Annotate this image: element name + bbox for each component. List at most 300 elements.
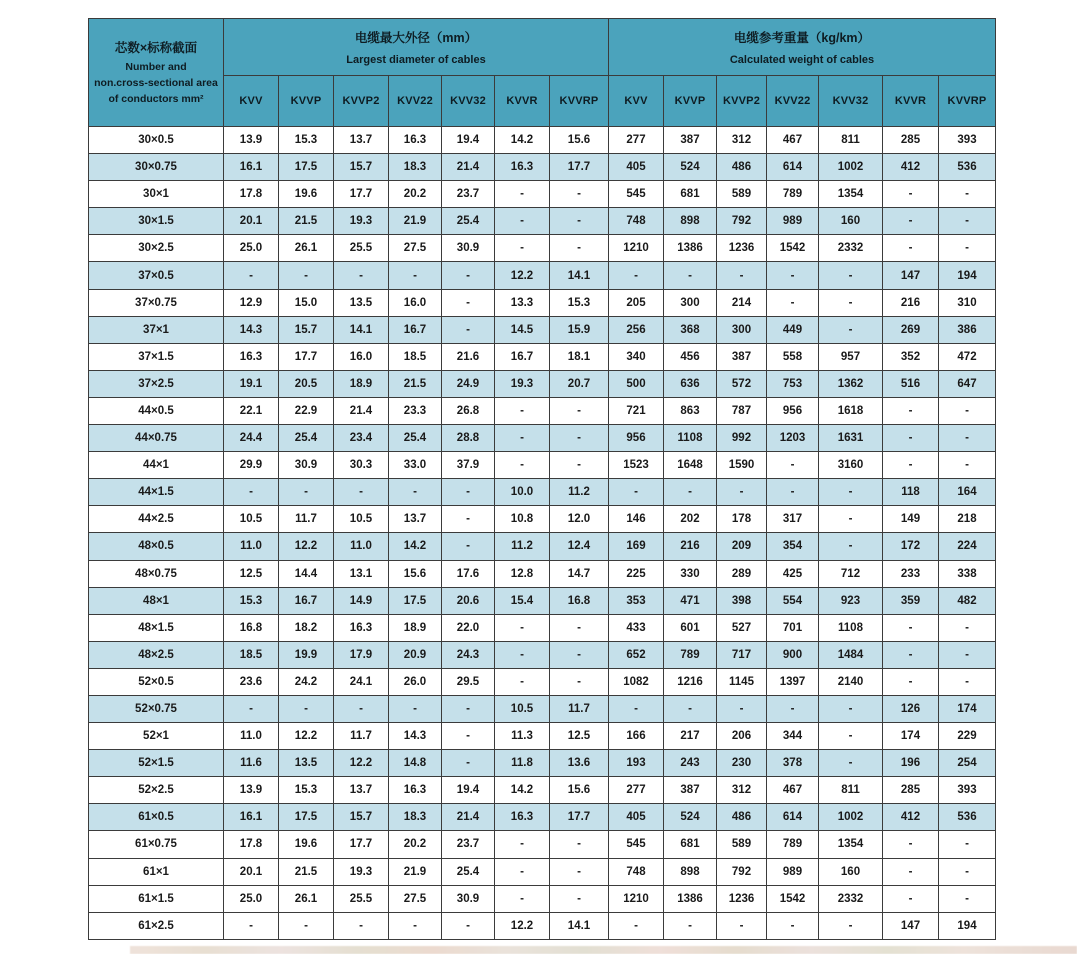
table-row [89,316,996,343]
table-cell: 24.3 [442,641,495,668]
table-cell: 681 [664,831,717,858]
table-cell: 500 [609,370,664,397]
diameter-col-kvvp2: KVVP2 [334,76,389,127]
table-cell: - [717,695,767,722]
table-cell: 17.7 [334,831,389,858]
table-cell: 516 [883,370,939,397]
table-cell: 393 [939,777,996,804]
table-cell: 1203 [767,425,819,452]
table-cell: 614 [767,154,819,181]
table-cell: 26.0 [389,668,442,695]
table-cell: 194 [939,912,996,939]
table-cell: 721 [609,397,664,424]
table-cell: 14.9 [334,587,389,614]
table-cell: 15.4 [495,587,550,614]
table-cell: - [819,723,883,750]
table-cell: - [939,858,996,885]
diameter-col-kvvrp: KVVRP [550,76,609,127]
table-cell: 21.5 [279,208,334,235]
row-label: 30×1 [89,181,224,208]
table-cell: 956 [609,425,664,452]
table-cell: 16.0 [389,289,442,316]
table-row [89,804,996,831]
table-cell: - [717,912,767,939]
table-row [89,181,996,208]
table-cell: 13.5 [279,750,334,777]
table-cell: 194 [939,262,996,289]
table-cell: - [767,452,819,479]
table-cell: 1236 [717,885,767,912]
conductor-header-zh: 芯数×标称截面 [114,40,198,55]
table-cell: 1354 [819,831,883,858]
table-cell: 16.7 [495,343,550,370]
table-cell: 19.9 [279,641,334,668]
table-cell: 1386 [664,885,717,912]
table-row [89,614,996,641]
row-label: 48×0.5 [89,533,224,560]
table-cell: - [442,316,495,343]
row-label: 37×2.5 [89,370,224,397]
table-cell: - [334,695,389,722]
table-cell: 11.7 [334,723,389,750]
table-cell: 160 [819,208,883,235]
table-cell: 202 [664,506,717,533]
row-label: 44×1.5 [89,479,224,506]
table-cell: 29.5 [442,668,495,695]
table-cell: - [609,262,664,289]
table-cell: 28.8 [442,425,495,452]
table-cell: - [819,750,883,777]
table-cell: 19.6 [279,181,334,208]
table-cell: 11.0 [224,723,279,750]
table-cell: - [550,885,609,912]
table-cell: 1484 [819,641,883,668]
table-cell: 12.5 [550,723,609,750]
diameter-col-kvvp: KVVP [279,76,334,127]
table-row [89,343,996,370]
table-cell: 1631 [819,425,883,452]
table-cell: 1082 [609,668,664,695]
table-cell: 174 [883,723,939,750]
table-cell: 368 [664,316,717,343]
table-cell: - [550,858,609,885]
table-cell: 701 [767,614,819,641]
table-cell: 12.2 [279,533,334,560]
table-cell: 16.0 [334,343,389,370]
diameter-group-title-zh: 电缆最大外径（mm） [354,31,478,45]
table-cell: - [442,289,495,316]
table-cell: 193 [609,750,664,777]
table-row [89,723,996,750]
table-cell: 471 [664,587,717,614]
table-cell: - [883,668,939,695]
table-cell: 25.0 [224,235,279,262]
table-cell: - [442,533,495,560]
weight-col-kvvr: KVVR [883,76,939,127]
table-cell: 13.3 [495,289,550,316]
table-cell: 196 [883,750,939,777]
table-cell: - [883,885,939,912]
column-key-row [89,76,996,127]
table-cell: - [389,262,442,289]
row-label: 30×0.5 [89,127,224,154]
table-cell: 1618 [819,397,883,424]
table-cell: 14.4 [279,560,334,587]
table-cell: 149 [883,506,939,533]
table-cell: 449 [767,316,819,343]
table-cell: 352 [883,343,939,370]
table-cell: 13.7 [389,506,442,533]
table-cell: 717 [717,641,767,668]
table-cell: 387 [717,343,767,370]
table-cell: 12.8 [495,560,550,587]
row-label: 30×1.5 [89,208,224,235]
table-cell: 206 [717,723,767,750]
table-cell: 25.4 [442,858,495,885]
conductor-header-en-line2: non.cross-sectional area [94,76,218,89]
table-cell: 387 [664,777,717,804]
table-cell: 425 [767,560,819,587]
table-cell: 1362 [819,370,883,397]
table-cell: 21.4 [442,804,495,831]
table-cell: 15.7 [334,804,389,831]
row-label: 37×0.75 [89,289,224,316]
table-cell: 486 [717,154,767,181]
table-cell: 15.3 [224,587,279,614]
diameter-col-kvv22: KVV22 [389,76,442,127]
table-cell: 647 [939,370,996,397]
table-cell: 256 [609,316,664,343]
table-cell: - [495,614,550,641]
table-cell: 748 [609,208,664,235]
table-cell: 340 [609,343,664,370]
table-cell: - [819,506,883,533]
table-cell: 589 [717,181,767,208]
table-cell: 172 [883,533,939,560]
table-cell: 989 [767,208,819,235]
table-cell: 216 [883,289,939,316]
table-cell: - [939,397,996,424]
table-cell: - [819,289,883,316]
row-label: 52×0.75 [89,695,224,722]
table-cell: 30.9 [442,235,495,262]
table-cell: 23.7 [442,831,495,858]
table-row [89,885,996,912]
table-cell: 989 [767,858,819,885]
table-cell: - [550,181,609,208]
table-cell: 17.7 [334,181,389,208]
table-cell: 21.5 [279,858,334,885]
row-label: 44×0.5 [89,397,224,424]
table-cell: 811 [819,127,883,154]
table-cell: 21.6 [442,343,495,370]
table-cell: 24.1 [334,668,389,695]
table-cell: - [717,262,767,289]
table-row [89,912,996,939]
diameter-group-title-en: Largest diameter of cables [346,54,486,66]
table-cell: 992 [717,425,767,452]
table-cell: - [939,452,996,479]
table-cell: 359 [883,587,939,614]
table-cell: - [883,235,939,262]
table-cell: - [224,912,279,939]
diameter-col-kvvr: KVVR [495,76,550,127]
table-cell: 205 [609,289,664,316]
table-cell: 1108 [819,614,883,641]
table-cell: - [609,912,664,939]
table-cell: - [495,641,550,668]
table-cell: 17.5 [279,154,334,181]
table-cell: 12.5 [224,560,279,587]
conductor-column-header [89,19,224,127]
table-cell: - [224,479,279,506]
table-cell: - [767,262,819,289]
table-cell: 22.9 [279,397,334,424]
table-cell: 15.0 [279,289,334,316]
table-cell: - [939,641,996,668]
table-cell: 216 [664,533,717,560]
table-cell: 11.8 [495,750,550,777]
table-cell: 13.9 [224,127,279,154]
table-cell: 789 [664,641,717,668]
table-cell: 601 [664,614,717,641]
table-cell: - [939,668,996,695]
table-row [89,506,996,533]
table-cell: 23.7 [442,181,495,208]
table-cell: 22.0 [442,614,495,641]
table-cell: - [495,831,550,858]
table-cell: - [883,858,939,885]
table-cell: 811 [819,777,883,804]
table-cell: - [883,641,939,668]
table-cell: 753 [767,370,819,397]
table-cell: - [442,723,495,750]
table-cell: - [495,208,550,235]
table-cell: 338 [939,560,996,587]
table-cell: 269 [883,316,939,343]
table-cell: 147 [883,912,939,939]
table-cell: 472 [939,343,996,370]
table-row [89,695,996,722]
table-row [89,397,996,424]
table-cell: - [334,479,389,506]
table-cell: - [389,695,442,722]
table-cell: 147 [883,262,939,289]
table-cell: - [279,479,334,506]
table-cell: 652 [609,641,664,668]
table-cell: 412 [883,804,939,831]
table-cell: 29.9 [224,452,279,479]
table-row [89,777,996,804]
table-cell: 16.7 [279,587,334,614]
table-cell: 14.2 [495,127,550,154]
table-cell: 2332 [819,235,883,262]
table-cell: 233 [883,560,939,587]
weight-col-kvv22: KVV22 [767,76,819,127]
table-row [89,479,996,506]
table-cell: 405 [609,804,664,831]
table-cell: 20.7 [550,370,609,397]
table-cell: 24.4 [224,425,279,452]
table-cell: 11.2 [495,533,550,560]
table-cell: 23.6 [224,668,279,695]
table-cell: - [883,397,939,424]
weight-group-title-en: Calculated weight of cables [729,54,875,66]
table-cell: 12.0 [550,506,609,533]
table-cell: 1397 [767,668,819,695]
table-cell: - [389,479,442,506]
table-cell: 787 [717,397,767,424]
table-cell: 17.7 [550,804,609,831]
table-cell: 21.4 [334,397,389,424]
table-cell: 956 [767,397,819,424]
table-cell: - [767,289,819,316]
table-cell: 24.2 [279,668,334,695]
table-cell: 16.8 [224,614,279,641]
table-cell: - [442,479,495,506]
table-cell: 18.3 [389,804,442,831]
table-cell: - [550,831,609,858]
table-cell: 3160 [819,452,883,479]
table-cell: - [495,181,550,208]
row-label: 37×1.5 [89,343,224,370]
table-cell: 378 [767,750,819,777]
table-cell: 16.3 [389,777,442,804]
table-cell: 27.5 [389,885,442,912]
table-cell: 17.7 [279,343,334,370]
table-cell: 11.3 [495,723,550,750]
table-cell: - [609,695,664,722]
table-cell: 15.3 [550,289,609,316]
weight-group-header [609,19,996,76]
table-cell: 19.6 [279,831,334,858]
table-row [89,641,996,668]
table-cell: 386 [939,316,996,343]
table-cell: - [550,397,609,424]
table-cell: 486 [717,804,767,831]
table-cell: 11.0 [224,533,279,560]
table-cell: 863 [664,397,717,424]
table-cell: 1210 [609,885,664,912]
table-cell: 13.1 [334,560,389,587]
table-cell: 25.5 [334,235,389,262]
table-cell: 354 [767,533,819,560]
table-cell: 312 [717,777,767,804]
table-cell: - [819,533,883,560]
table-cell: 10.5 [495,695,550,722]
table-cell: 27.5 [389,235,442,262]
table-cell: 456 [664,343,717,370]
table-cell: 2332 [819,885,883,912]
table-row [89,370,996,397]
table-row [89,262,996,289]
table-cell: 19.3 [495,370,550,397]
table-cell: - [442,262,495,289]
table-cell: - [495,668,550,695]
table-cell: 923 [819,587,883,614]
table-cell: 330 [664,560,717,587]
table-cell: 712 [819,560,883,587]
table-cell: 26.1 [279,235,334,262]
table-cell: 17.8 [224,181,279,208]
table-cell: 900 [767,641,819,668]
table-cell: 18.3 [389,154,442,181]
table-cell: 14.2 [495,777,550,804]
bottom-image-strip [130,946,1077,954]
table-cell: - [717,479,767,506]
row-label: 52×1.5 [89,750,224,777]
table-cell: 21.9 [389,858,442,885]
table-cell: 412 [883,154,939,181]
table-cell: 24.9 [442,370,495,397]
table-cell: 25.4 [442,208,495,235]
table-cell: 310 [939,289,996,316]
row-label: 48×1.5 [89,614,224,641]
table-cell: 12.4 [550,533,609,560]
row-label: 61×0.5 [89,804,224,831]
table-cell: - [495,425,550,452]
table-cell: - [819,695,883,722]
table-cell: 14.7 [550,560,609,587]
table-cell: 19.3 [334,858,389,885]
table-cell: 16.1 [224,154,279,181]
table-cell: - [279,912,334,939]
table-cell: 225 [609,560,664,587]
weight-col-kvv32: KVV32 [819,76,883,127]
table-cell: 558 [767,343,819,370]
table-cell: 393 [939,127,996,154]
row-label: 48×0.75 [89,560,224,587]
table-cell: 312 [717,127,767,154]
table-cell: - [550,668,609,695]
table-cell: 23.4 [334,425,389,452]
diameter-col-kvv: KVV [224,76,279,127]
weight-col-kvvp: KVVP [664,76,717,127]
table-cell: 898 [664,208,717,235]
table-cell: 18.9 [334,370,389,397]
row-label: 52×0.5 [89,668,224,695]
table-cell: 1002 [819,154,883,181]
table-cell: 178 [717,506,767,533]
table-cell: 166 [609,723,664,750]
table-cell: 1542 [767,235,819,262]
table-cell: 146 [609,506,664,533]
row-label: 48×2.5 [89,641,224,668]
table-cell: 20.6 [442,587,495,614]
table-cell: 16.7 [389,316,442,343]
table-cell: - [279,695,334,722]
table-cell: 118 [883,479,939,506]
table-cell: 19.1 [224,370,279,397]
table-cell: 254 [939,750,996,777]
table-cell: 30.9 [442,885,495,912]
table-cell: - [495,885,550,912]
table-cell: 14.8 [389,750,442,777]
table-cell: 1236 [717,235,767,262]
table-cell: 13.9 [224,777,279,804]
table-cell: - [939,831,996,858]
table-cell: 572 [717,370,767,397]
table-cell: 12.2 [495,262,550,289]
table-cell: 789 [767,831,819,858]
table-cell: - [664,695,717,722]
table-cell: 218 [939,506,996,533]
table-cell: 14.1 [550,262,609,289]
table-cell: 19.4 [442,777,495,804]
table-cell: - [939,181,996,208]
table-cell: 789 [767,181,819,208]
table-cell: - [495,452,550,479]
